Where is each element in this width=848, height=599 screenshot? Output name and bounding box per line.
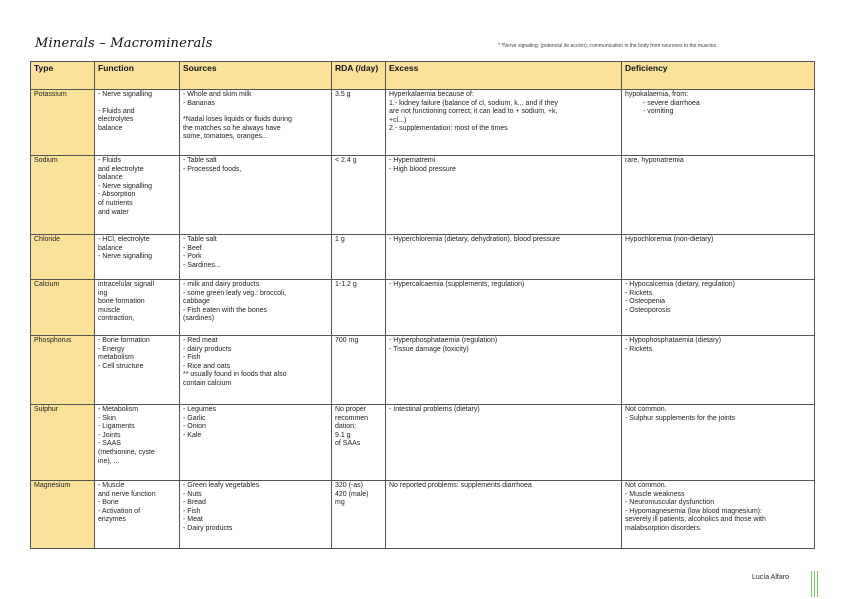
function-line: enzymes xyxy=(98,516,127,524)
excess-line: No reported problems: supplements diarrhoea xyxy=(389,482,532,489)
excess-line: - Tissue damage (toxicity) xyxy=(389,345,469,353)
rda-cell xyxy=(332,235,386,280)
function-line: - Muscle xyxy=(98,482,125,489)
sources-line: - Processed foods, xyxy=(183,165,242,173)
sources-line: - Garlic xyxy=(183,414,206,422)
rda-line: mg xyxy=(335,499,345,507)
sources-line: - Fish xyxy=(183,354,201,362)
deficiency-line: Hypochloremia (non-dietary) xyxy=(625,236,714,243)
deficiency-cell xyxy=(622,156,815,235)
function-line: - SAAS xyxy=(98,440,121,448)
function-line: balance xyxy=(98,174,123,182)
rda-line: 3.5 g xyxy=(335,91,351,98)
function-line: - Ligaments xyxy=(98,423,135,431)
function-cell xyxy=(95,336,180,405)
function-line: - Cell structure xyxy=(98,362,144,370)
function-cell xyxy=(95,405,180,481)
deficiency-line: - Muscle weakness xyxy=(625,490,685,498)
header-rda-line: (/day) xyxy=(355,63,379,73)
deficiency-cell xyxy=(622,235,815,280)
excess-cell xyxy=(386,90,622,156)
excess-line: 1.- kidney failure (balance of cl, sodium, k... and if they xyxy=(389,99,558,107)
function-line: - Metabolism xyxy=(98,406,139,413)
sources-line: - Bananas xyxy=(183,99,215,107)
table-row xyxy=(31,280,815,336)
table-body xyxy=(31,90,815,549)
sources-line: - Table salt xyxy=(183,236,217,243)
sources-line: - some green leafy veg.: broccoli, xyxy=(183,289,287,297)
sources-line: *Nadal loses liquids or fluids during xyxy=(183,116,292,124)
deficiency-cell xyxy=(622,481,815,549)
function-line: of nutrients xyxy=(98,199,133,207)
table-row xyxy=(31,481,815,549)
rda-line: < 2.4 g xyxy=(335,157,357,164)
function-line: and nerve function xyxy=(98,490,156,498)
deficiency-cell xyxy=(622,280,815,336)
table-row xyxy=(31,405,815,481)
deficiency-cell xyxy=(622,90,815,156)
rda-cell xyxy=(332,336,386,405)
footnote: * *Nerve signaling: (potencial de acción); communication in the body from neurones to the muscles. xyxy=(498,43,718,49)
function-line: - HCl, electrolyte xyxy=(98,236,150,243)
header-sources: Sources xyxy=(180,62,332,90)
sources-line: contain calcium xyxy=(183,379,232,387)
excess-line: - High blood pressure xyxy=(389,165,456,173)
rda-cell xyxy=(332,280,386,336)
sources-cell xyxy=(180,156,332,235)
rda-line: 700 mg xyxy=(335,337,359,344)
function-line: - Bone xyxy=(98,499,119,507)
rda-cell xyxy=(332,156,386,235)
rda-line: No proper xyxy=(335,406,367,413)
table-row xyxy=(31,235,815,280)
mineral-type-cell: Chloride xyxy=(31,235,95,280)
function-line: - Absorption xyxy=(98,191,136,199)
sources-cell xyxy=(180,235,332,280)
function-line: muscle xyxy=(98,306,121,314)
deficiency-cell xyxy=(622,336,815,405)
sources-line: cabbage xyxy=(183,298,210,306)
rda-line: 1-1.2 g xyxy=(335,281,357,288)
sources-line: - Bread xyxy=(183,499,206,507)
mineral-type-cell: Magnesium xyxy=(31,481,95,549)
sources-line: - Sardines... xyxy=(183,261,221,269)
deficiency-line: - Neuromuscular dysfunction xyxy=(625,499,715,507)
table-row xyxy=(31,90,815,156)
function-line: bone formation xyxy=(98,298,145,306)
mineral-type-cell: Sulphur xyxy=(31,405,95,481)
function-line: and electrolyte xyxy=(98,165,144,173)
deficiency-line: - Osteoporosis xyxy=(625,306,671,314)
deficiency-line: - Hypomagnesemia (low blood magnesium): xyxy=(625,507,762,515)
page-title: Minerals – Macrominerals xyxy=(35,36,213,51)
sources-line: - Whole and skim milk xyxy=(183,91,252,98)
mineral-type-cell: Potassium xyxy=(31,90,95,156)
function-line: balance xyxy=(98,244,123,252)
function-line xyxy=(98,100,176,108)
excess-cell xyxy=(386,235,622,280)
function-line: - Bone formation xyxy=(98,337,150,344)
accent-bar xyxy=(811,571,812,597)
header-rda-line: RDA xyxy=(335,63,354,73)
deficiency-line: Not common. xyxy=(625,482,667,489)
sources-line: - Red meat xyxy=(183,337,218,344)
sources-cell xyxy=(180,405,332,481)
deficiency-line: rare, hyponatremia xyxy=(625,157,684,164)
header-rda xyxy=(332,62,386,90)
mineral-type-cell: Sodium xyxy=(31,156,95,235)
rda-line: 9.1 g xyxy=(335,431,351,439)
function-line: electrolytes xyxy=(98,116,134,124)
header-type: Type xyxy=(31,62,95,90)
header-row xyxy=(31,62,815,90)
sources-line: - Meat xyxy=(183,516,203,524)
sources-line: - Pork xyxy=(183,253,202,261)
function-line: - Energy xyxy=(98,345,125,353)
sources-line: - Table salt xyxy=(183,157,217,164)
sources-line: ** usually found in foods that also xyxy=(183,371,287,379)
sources-line: - Rice and oats xyxy=(183,362,231,370)
function-line: metabolism xyxy=(98,354,134,362)
function-line: - Skin xyxy=(98,414,116,422)
excess-line: - Hyperphosphataemia (regulation) xyxy=(389,337,498,344)
deficiency-line: - Hypocalcemia (dietary, regulation) xyxy=(625,281,735,288)
function-line: - Activation of xyxy=(98,507,141,515)
sources-line xyxy=(183,108,328,116)
function-line: - Nerve signalling xyxy=(98,253,153,261)
sources-line: - Legumes xyxy=(183,406,217,413)
excess-line: - Hypercalcaemia (supplements, regulation) xyxy=(389,281,525,288)
deficiency-line: Not common. xyxy=(625,406,667,413)
deficiency-line: - severe diarrhoea xyxy=(643,99,700,107)
rda-cell xyxy=(332,405,386,481)
function-line: balance xyxy=(98,124,123,132)
function-cell xyxy=(95,280,180,336)
rda-line: dation: xyxy=(335,423,357,431)
excess-cell xyxy=(386,156,622,235)
rda-cell xyxy=(332,90,386,156)
function-line: - Fluids xyxy=(98,157,121,164)
sources-line: - Onion xyxy=(183,423,206,431)
minerals-table xyxy=(30,61,815,549)
rda-line: of SAAs xyxy=(335,440,361,448)
deficiency-line: hypokalaemia, from: xyxy=(625,91,689,98)
excess-line: 2.- supplementation: most of the times xyxy=(389,125,508,133)
header-deficiency: Deficiency xyxy=(622,62,815,90)
excess-line: - Hyperchloremia (dietary, dehydration), blood pressure xyxy=(389,236,561,243)
function-cell xyxy=(95,235,180,280)
function-line: and water xyxy=(98,208,129,216)
function-line: (methionine, cyste xyxy=(98,448,155,456)
deficiency-line: - Rickets xyxy=(625,289,653,297)
sources-line: (sardines) xyxy=(183,315,215,323)
sources-cell xyxy=(180,280,332,336)
sources-line: - Fish xyxy=(183,507,201,515)
mineral-type-cell: Phosphorus xyxy=(31,336,95,405)
rda-cell xyxy=(332,481,386,549)
author-name: Lucía Alfaro xyxy=(752,574,789,581)
deficiency-line: - vomiting xyxy=(643,108,674,116)
sources-line: - Dairy products xyxy=(183,524,233,532)
sources-line: - Fish eaten with the bones xyxy=(183,306,268,314)
function-line: ine), ... xyxy=(98,457,120,465)
deficiency-line: severely ill patients, alcoholics and those with xyxy=(625,516,766,524)
sources-line: some, tomatoes, oranges... xyxy=(183,133,268,141)
rda-line: 320 (-as) xyxy=(335,482,364,489)
excess-cell xyxy=(386,405,622,481)
sources-line: - Green leafy vegetables xyxy=(183,482,260,489)
excess-line: - Intestinal problems (dietary) xyxy=(389,406,480,413)
function-line: - Joints xyxy=(98,431,121,439)
function-line: - Fluids and xyxy=(98,107,135,115)
sources-cell xyxy=(180,481,332,549)
sources-line: the matches so he always have xyxy=(183,124,281,132)
function-line: - Nerve signalling xyxy=(98,91,153,98)
sources-line: - Beef xyxy=(183,244,202,252)
function-cell xyxy=(95,481,180,549)
accent-bar xyxy=(814,571,815,597)
header-excess: Excess xyxy=(386,62,622,90)
deficiency-line: - Hypophosphataemia (dietary) xyxy=(625,337,722,344)
function-line: intracelular signall xyxy=(98,281,155,288)
deficiency-line: - Sulphur supplements for the joints xyxy=(625,414,736,422)
function-cell xyxy=(95,90,180,156)
function-line: ing xyxy=(98,289,108,297)
mineral-type-cell: Calcium xyxy=(31,280,95,336)
sources-line: - milk and dairy products xyxy=(183,281,260,288)
accent-bar xyxy=(817,571,818,597)
excess-cell xyxy=(386,481,622,549)
rda-line: 420 (male) xyxy=(335,490,369,498)
deficiency-line: malabsorption disorders. xyxy=(625,524,702,532)
sources-line: - Nuts xyxy=(183,490,202,498)
excess-cell xyxy=(386,280,622,336)
excess-cell xyxy=(386,336,622,405)
sources-line: - dairy products xyxy=(183,345,232,353)
rda-line: 1 g xyxy=(335,236,345,243)
excess-line: +cl...) xyxy=(389,116,407,124)
table-row xyxy=(31,336,815,405)
excess-line: are not functioning correct; it can lead to + sodium, +k, xyxy=(389,108,558,116)
sources-cell xyxy=(180,336,332,405)
sources-cell xyxy=(180,90,332,156)
function-cell xyxy=(95,156,180,235)
decorative-bars xyxy=(811,571,819,597)
table-row xyxy=(31,156,815,235)
excess-line: Hyperkalaemia because of: xyxy=(389,91,474,98)
deficiency-line: - Osteopenia xyxy=(625,298,666,306)
deficiency-cell xyxy=(622,405,815,481)
deficiency-line: - Rickets xyxy=(625,345,653,353)
sources-line: - Kale xyxy=(183,431,202,439)
header-function: Function xyxy=(95,62,180,90)
rda-line: recommen xyxy=(335,414,369,422)
function-line: contraction, xyxy=(98,315,135,323)
excess-line: - Hypernatremi xyxy=(389,157,436,164)
function-line: - Nerve signalling xyxy=(98,182,153,190)
